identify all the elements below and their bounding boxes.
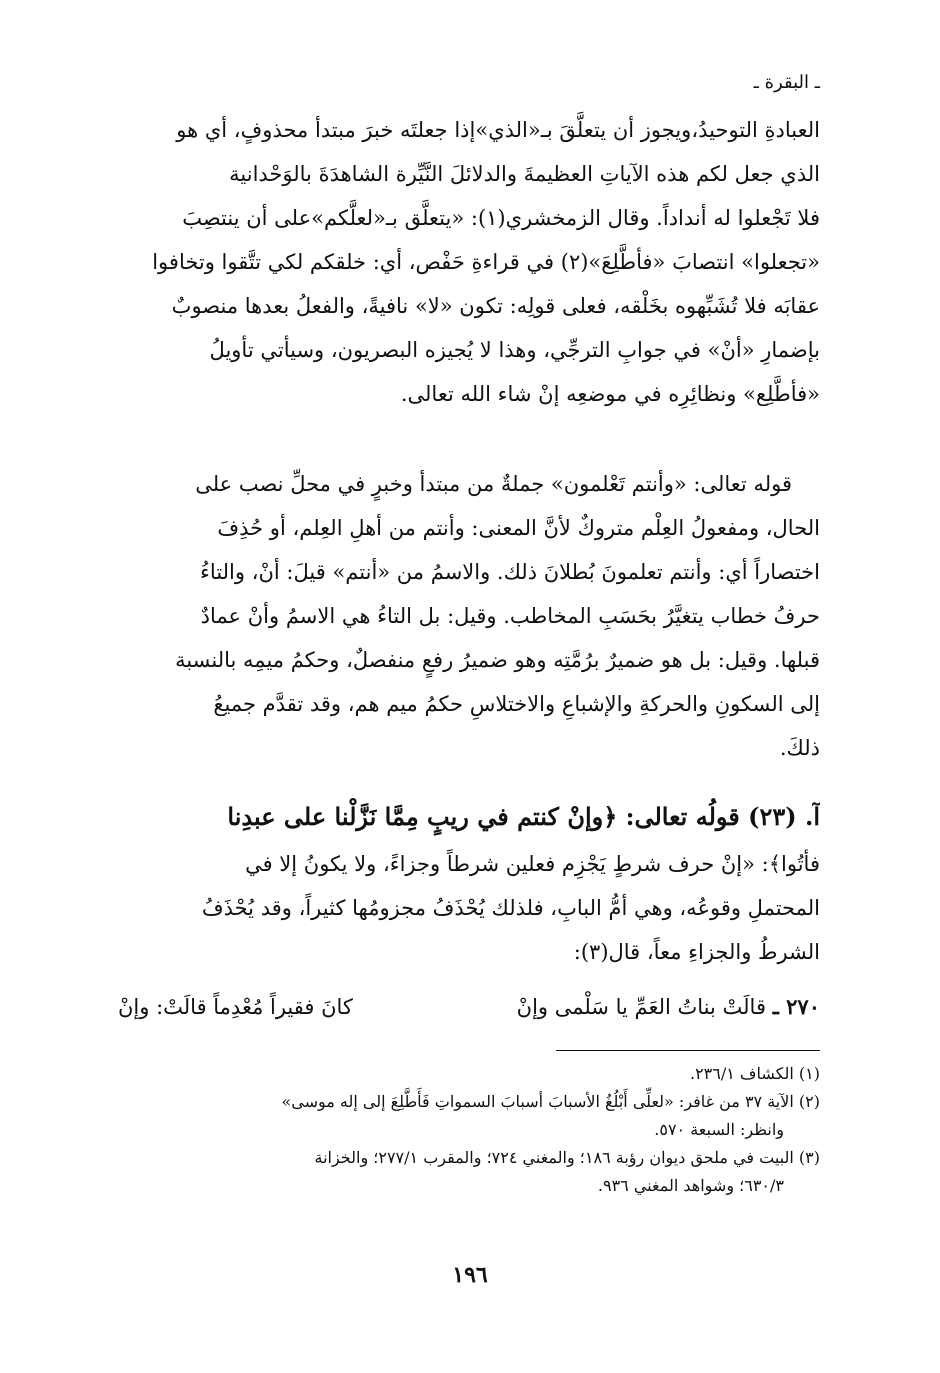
text-line: فأتُوا﴾: «إنْ حرف شرطٍ يَجْزِم فعلين شرطاً وجزاءً، ولا يكونُ إلا في <box>245 852 820 876</box>
verse-first-hemistich <box>517 985 820 1029</box>
text-line: الحال، ومفعولُ العِلْم متروكٌ لأنَّ المعنى: وأنتم من أهلِ العِلم، أو حُذِفَ <box>217 516 820 540</box>
text-line: قبلها. وقيل: بل هو ضميرٌ برُمَّتِه وهو ضميرُ رفعٍ منفصلٌ، وحكمُ ميمِه بالنسبة <box>175 648 820 672</box>
text-line: إلى السكونِ والحركةِ والإشباعِ والاختلاسِ حكمُ ميم هم، وقد تقدَّم جميعُ <box>213 692 820 716</box>
text-line: ذلكَ. <box>779 736 820 760</box>
footnote: (٣) البيت في ملحق ديوان رؤبة ١٨٦؛ والمغني ٧٢٤؛ والمقرب ٢٧٧/١؛ والخزانة <box>314 1148 820 1167</box>
paragraph-2 <box>118 462 820 770</box>
footnote-divider <box>556 1050 820 1051</box>
text-line: اختصاراً أي: وأنتم تعلمونَ بُطلانَ ذلك. والاسمُ من «أنتم» قيلَ: أنْ، والتاءُ <box>200 560 820 584</box>
text-line: حرفُ خطاب يتغيَّرُ بحَسَبِ المخاطب. وقيل: بل التاءُ هي الاسمُ وأنْ عمادٌ <box>200 604 820 628</box>
verse-number: ٢٧٠ ـ <box>772 994 820 1019</box>
footnote-continuation: ٦٣٠/٣؛ وشواهد المغني ٩٣٦. <box>597 1176 784 1195</box>
text-line: الشرطُ والجزاءِ معاً، قال(٣): <box>573 940 820 964</box>
footnotes <box>118 1060 820 1200</box>
text-line: «تجعلوا» انتصابَ «فأطَّلِعَ»(٢) في قراءةِ حَفْص، أي: خلقكم لكي تتَّقوا وتخافوا <box>152 250 820 274</box>
footnote: (١) الكشاف ٢٣٦/١. <box>689 1064 820 1083</box>
verse-second-hemistich: كانَ فقيراً مُعْدِماً قالَتْ: وإنْ <box>118 995 353 1019</box>
paragraph-1 <box>118 108 820 416</box>
text-line: عقابَه فلا تُشَبِّهوه بخَلْقه، فعلى قولِه: تكون «لا» نافيةً، والفعلُ بعدها منصوبٌ <box>171 294 820 318</box>
page-number: ١٩٦ <box>452 1262 488 1288</box>
footnote: (٢) الآية ٣٧ من غافر: «لعلِّى أَبْلُغُ الأسبابَ أسبابَ السمواتِ فَأَطَّلِعَ إلى إله موسى» <box>281 1092 820 1111</box>
text-line: الذي جعل لكم هذه الآياتِ العظيمةَ والدلائلَ النَّيِّرة الشاهدَةَ بالوَحْدانية <box>229 162 820 186</box>
running-header: ـ البقرة ـ <box>753 72 820 93</box>
text-line: العبادةِ التوحيدُ،ويجوز أن يتعلَّقَ بـ«الذي»إذا جعلتَه خبرَ مبتدأ محذوفٍ، أي هو <box>176 118 820 142</box>
footnote-continuation: وانظر: السبعة ٥٧٠. <box>654 1120 784 1139</box>
text-line: المحتملِ وقوعُه، وهي أمُّ البابِ، فلذلك يُحْذَفُ مجزومُها كثيراً، وقد يُحْذَفُ <box>201 896 820 920</box>
poetry-verse <box>118 985 820 1029</box>
text-line: قوله تعالى: «وأنتم تَعْلمون» جملةٌ من مبتدأ وخبرٍ في محلِّ نصب على <box>195 472 792 496</box>
text-line: بإضمارِ «أنْ» في جوابِ الترجِّي، وهذا لا يُجيزه البصريون، وسيأتي تأويلُ <box>209 338 820 362</box>
text-line: «فأطَّلِع» ونظائِرِه في موضعِه إنْ شاء الله تعالى. <box>400 382 820 406</box>
text-line: فلا تَجْعلوا له أنداداً. وقال الزمخشري(١): «يتعلَّق بـ«لعلَّكم»على أن ينتصِبَ <box>182 206 820 230</box>
verse-commentary-heading: آ. (٢٣) قولُه تعالى: ﴿وإنْ كنتم في ريبٍ مِمَّا نَزَّلْنا على عبدِنا <box>227 802 820 831</box>
paragraph-3 <box>118 792 820 974</box>
hemistich-text: قالَتْ بناتُ العَمِّ يا سَلْمى وإنْ <box>516 995 766 1019</box>
